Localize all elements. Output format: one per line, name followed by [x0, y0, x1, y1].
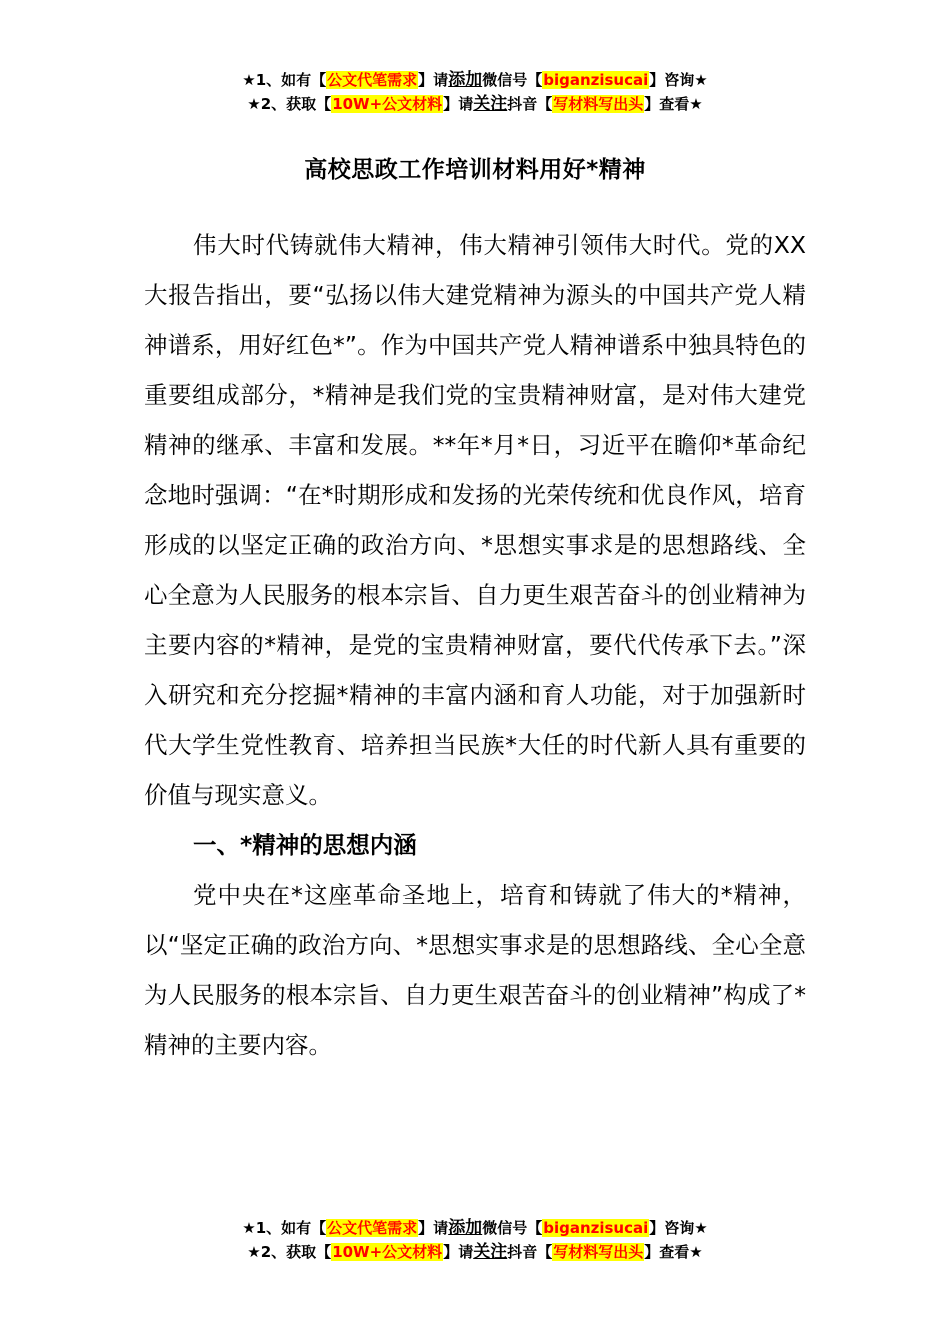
banner-line-1-emphasis: 添加 — [448, 1218, 483, 1238]
banner-line-1 — [0, 68, 950, 92]
banner-line-2-prefix: ★2、获取【 — [247, 95, 332, 113]
banner-line-2 — [0, 92, 950, 116]
banner-line-1-mid1: 】请 — [418, 1219, 449, 1237]
body-paragraph-1: 伟大时代铸就伟大精神，伟大精神引领伟大时代。党的XX大报告指出，要“弘扬以伟大建党精神为源头的中国共产党人精神谱系，用好红色*”。作为中国共产党人精神谱系中独具特色的重要组成部分，*精神是我们党的宝贵精神财富，是对伟大建党精神的继承、丰富和发展。**年*月*日，习近平在瞻仰*革命纪念地时强调：“在*时期形成和发扬的光荣传统和优良作风，培育形成的以坚定正确的政治方向、*思想实事求是的思想路线、全心全意为人民服务的根本宗旨、自力更生艰苦奋斗的创业精神为主要内容的*精神，是党的宝贵精神财富，要代代传承下去。”深入研究和充分挖掘*精神的丰富内涵和育人功能，对于加强新时代大学生党性教育、培养担当民族*大任的时代新人具有重要的价值与现实意义。 — [144, 231, 806, 809]
banner-line-1-suffix: 】咨询★ — [649, 71, 708, 89]
document-title: 高校思政工作培训材料用好*精神 — [304, 157, 646, 183]
banner-line-2-emphasis: 关注 — [473, 94, 508, 114]
banner-line-1-prefix: ★1、如有【 — [242, 1219, 327, 1237]
banner-line-1 — [0, 1216, 950, 1240]
banner-line-1-highlight-service: 公文代笔需求 — [327, 1219, 418, 1237]
banner-line-2-prefix: ★2、获取【 — [247, 1243, 332, 1261]
banner-line-2-highlight-materials: 10W+公文材料 — [332, 1243, 443, 1261]
banner-line-2 — [0, 1240, 950, 1264]
bottom-banner — [0, 1216, 950, 1264]
banner-line-1-emphasis: 添加 — [448, 70, 483, 90]
top-banner — [0, 68, 950, 116]
banner-line-2-mid1: 】请 — [443, 95, 474, 113]
banner-line-2-mid2: 抖音【 — [507, 95, 553, 113]
banner-line-2-highlight-douyin: 写材料写出头 — [553, 95, 644, 113]
banner-line-2-mid2: 抖音【 — [507, 1243, 553, 1261]
banner-line-2-highlight-materials: 10W+公文材料 — [332, 95, 443, 113]
banner-line-2-emphasis: 关注 — [473, 1242, 508, 1262]
banner-line-1-mid2: 微信号【 — [482, 1219, 543, 1237]
body-paragraph-2: 党中央在*这座革命圣地上，培育和铸就了伟大的*精神，以“坚定正确的政治方向、*思想实事求是的思想路线、全心全意为人民服务的根本宗旨、自力更生艰苦奋斗的创业精神”构成了*精神的主要内容。 — [144, 881, 806, 1059]
banner-line-1-highlight-wechat: biganzisucai — [543, 1219, 649, 1237]
section-heading-1: 一、*精神的思想内涵 — [193, 831, 417, 859]
banner-line-1-suffix: 】咨询★ — [649, 1219, 708, 1237]
banner-line-1-mid2: 微信号【 — [482, 71, 543, 89]
banner-line-2-mid1: 】请 — [443, 1243, 474, 1261]
banner-line-1-highlight-service: 公文代笔需求 — [327, 71, 418, 89]
banner-line-2-suffix: 】查看★ — [644, 1243, 703, 1261]
banner-line-2-suffix: 】查看★ — [644, 95, 703, 113]
document-body — [144, 220, 806, 1070]
banner-line-1-highlight-wechat: biganzisucai — [543, 71, 649, 89]
banner-line-1-prefix: ★1、如有【 — [242, 71, 327, 89]
banner-line-2-highlight-douyin: 写材料写出头 — [553, 1243, 644, 1261]
banner-line-1-mid1: 】请 — [418, 71, 449, 89]
